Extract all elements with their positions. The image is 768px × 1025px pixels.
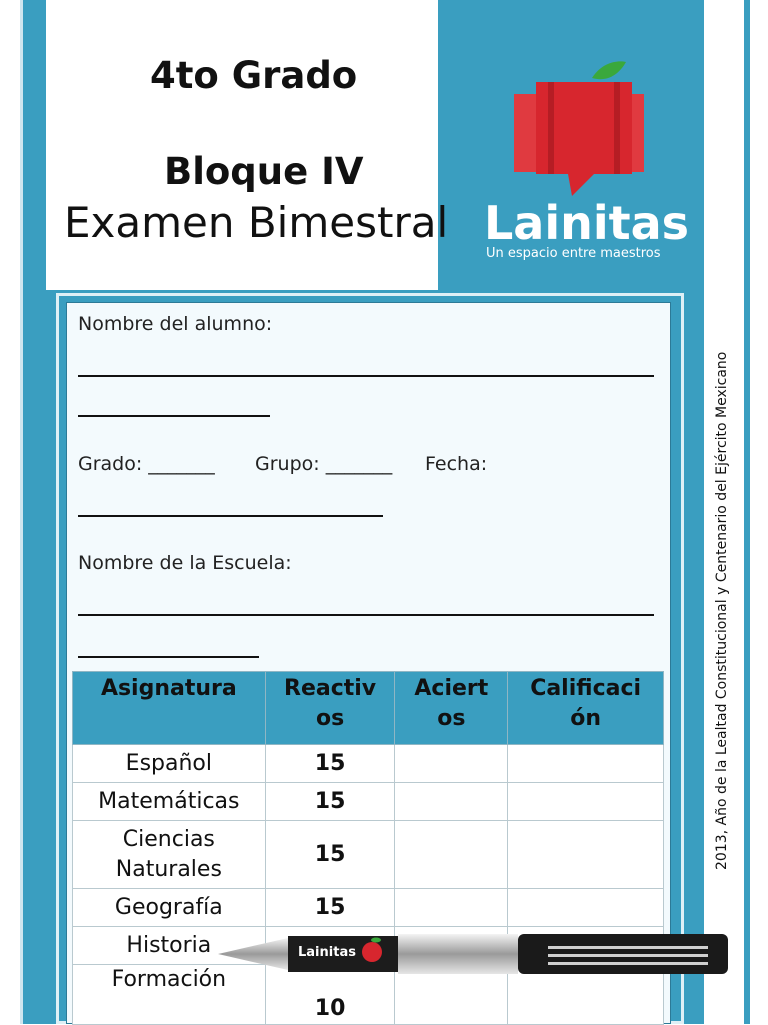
score-cell[interactable]	[508, 821, 664, 889]
grade-title: 4to Grado	[150, 54, 358, 97]
grade-field[interactable]: Grado: _______	[78, 453, 215, 475]
subject-cell: Matemáticas	[73, 783, 266, 821]
student-name-label: Nombre del alumno:	[78, 313, 273, 335]
items-cell: 10	[265, 965, 395, 1025]
subject-cell: Ciencias Naturales	[73, 821, 266, 889]
student-name-line[interactable]	[78, 375, 654, 377]
school-name-label: Nombre de la Escuela:	[78, 552, 292, 574]
header-subject: Asignatura	[73, 672, 266, 745]
items-cell: 15	[265, 889, 395, 927]
exam-title: Examen Bimestral	[64, 198, 449, 247]
correct-cell[interactable]	[395, 783, 508, 821]
header-correct: Aciert os	[395, 672, 508, 745]
side-caption: 2013, Año de la Lealtad Constitucional y Centenario del Ejército Mexicano	[714, 351, 730, 870]
items-cell: 15	[265, 821, 395, 889]
side-strip-line	[744, 0, 750, 1024]
left-border-bar	[20, 0, 46, 1024]
pen-brand: Lainitas	[298, 945, 356, 960]
brand-tagline: Un espacio entre maestros	[486, 246, 661, 261]
items-cell: 15	[265, 783, 395, 821]
score-cell[interactable]	[508, 783, 664, 821]
correct-cell[interactable]	[395, 889, 508, 927]
group-field[interactable]: Grupo: _______	[255, 453, 393, 475]
school-name-line-2[interactable]	[78, 656, 259, 658]
header-items: Reactiv os	[265, 672, 395, 745]
apple-logo-icon	[514, 60, 644, 200]
date-line[interactable]	[78, 515, 383, 517]
block-title: Bloque IV	[164, 150, 364, 193]
table-header-row	[73, 672, 664, 745]
student-name-line-2[interactable]	[78, 415, 270, 417]
table-row	[73, 745, 664, 783]
school-name-line[interactable]	[78, 614, 654, 616]
subject-cell: Historia	[73, 927, 266, 965]
score-cell[interactable]	[508, 745, 664, 783]
brand-name: Lainitas	[484, 196, 690, 250]
table-row	[73, 821, 664, 889]
subject-cell: Formación	[73, 965, 266, 1025]
table-row	[73, 783, 664, 821]
header-score: Calificaci ón	[508, 672, 664, 745]
subject-cell: Geografía	[73, 889, 266, 927]
table-row	[73, 889, 664, 927]
correct-cell[interactable]	[395, 821, 508, 889]
pen-illustration	[218, 930, 730, 980]
correct-cell[interactable]	[395, 745, 508, 783]
score-cell[interactable]	[508, 889, 664, 927]
subject-cell: Español	[73, 745, 266, 783]
date-label: Fecha:	[425, 453, 488, 475]
items-cell: 15	[265, 745, 395, 783]
